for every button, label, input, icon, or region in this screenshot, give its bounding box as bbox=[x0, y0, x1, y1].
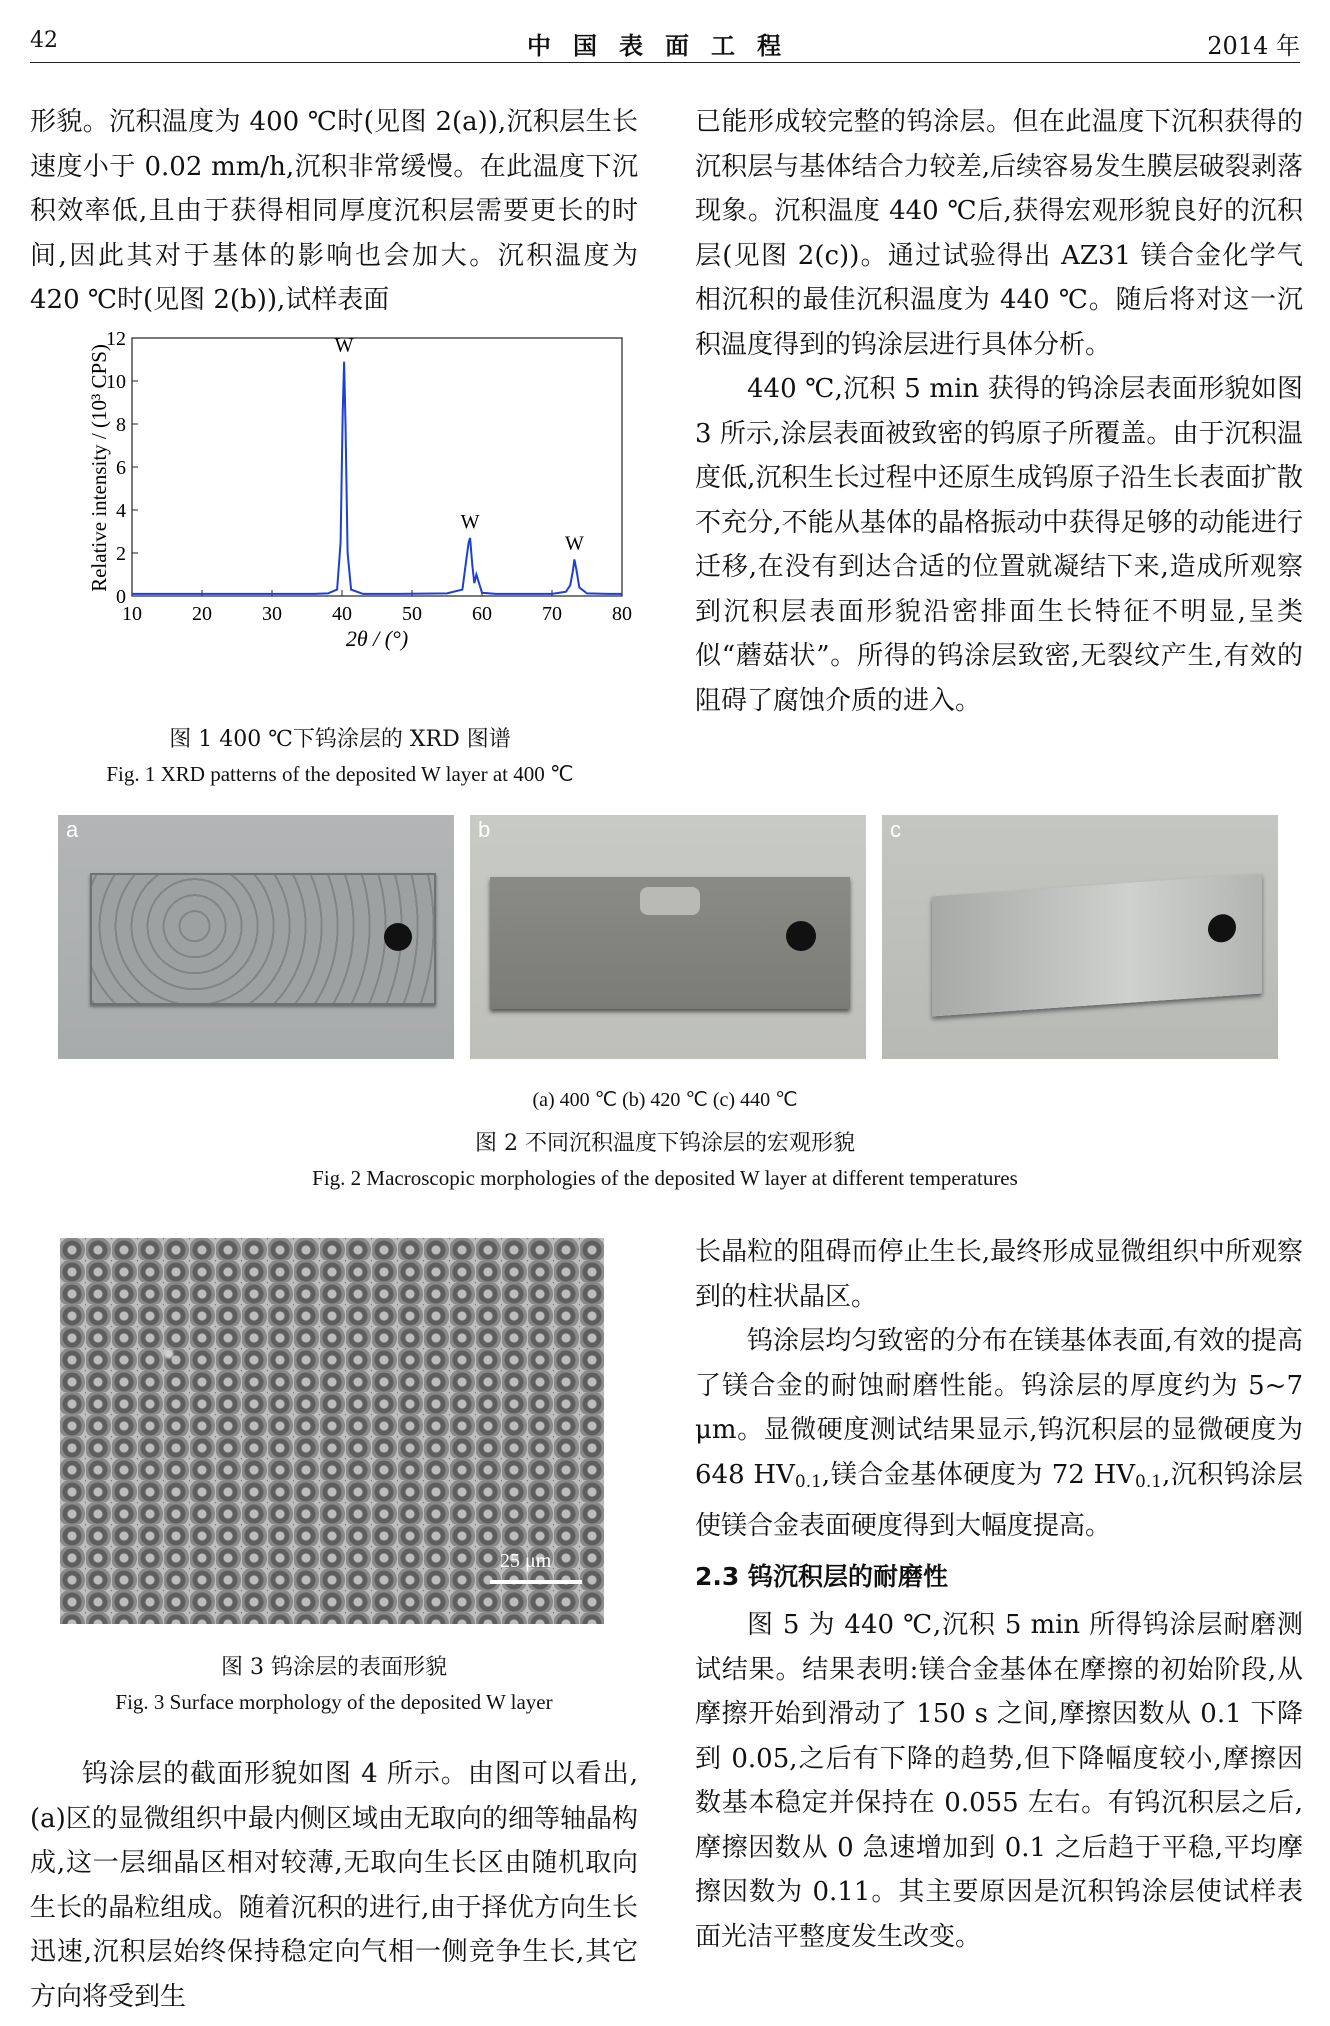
y-tick-label: 10 bbox=[106, 371, 126, 393]
specimen-hole bbox=[1208, 913, 1236, 943]
y-axis-label: Relative intensity / (10³ CPS) bbox=[87, 344, 111, 592]
specimen-a bbox=[90, 873, 436, 1005]
page-number: 42 bbox=[30, 28, 58, 53]
y-tick-label: 6 bbox=[116, 457, 126, 479]
fig2-caption-en: Fig. 2 Macroscopic morphologies of the deposited W layer at different temperatures bbox=[312, 1166, 1018, 1190]
spall-patch bbox=[640, 887, 700, 915]
xrd-series-line bbox=[132, 362, 622, 594]
scale-bar-label: 25 μm bbox=[500, 1550, 552, 1572]
fig2-subcaption: (a) 400 ℃ (b) 420 ℃ (c) 440 ℃ bbox=[532, 1089, 798, 1111]
paragraph: 440 ℃,沉积 5 min 获得的钨涂层表面形貌如图 3 所示,涂层表面被致密的钨原子所覆盖。由于沉积温度低,沉积生长过程中还原生成钨原子沿生长表面扩散不充分,不能从基体的晶格振动中获得足够的动能进行迁移,在没有到达合适的位置就凝结下来,造成所观察到沉积层表面形貌沿密排面生长特征不明显,呈类似“蘑菇状”。所得的钨涂层致密,无裂纹产生,有效的阻碍了腐蚀介质的进入。 bbox=[695, 374, 1303, 716]
fig2-photo-a bbox=[58, 815, 454, 1059]
y-tick-label: 0 bbox=[116, 586, 126, 608]
paragraph: 钨涂层的截面形貌如图 4 所示。由图可以看出,(a)区的显微组织中最内侧区域由无取向的细等轴晶构成,这一层细晶区相对较薄,无取向生长区由随机取向生长的晶粒组成。随着沉积的进行,由于择优方向生长迅速,沉积层始终保持稳定向气相一侧竞争生长,其它方向将受到生 bbox=[30, 1759, 638, 2012]
xrd-chart-svg bbox=[30, 320, 650, 660]
journal-title: 中国表面工程 bbox=[527, 31, 803, 60]
x-tick-label: 70 bbox=[542, 603, 562, 625]
x-tick-label: 30 bbox=[262, 603, 282, 625]
paragraph: 形貌。沉积温度为 400 ℃时(见图 2(a)),沉积层生长速度小于 0.02 mm/h,沉积非常缓慢。在此温度下沉积效率低,且由于获得相同厚度沉积层需要更长的时间,因此其对于基体的影响也会加大。沉积温度为 420 ℃时(见图 2(b)),试样表面 bbox=[30, 107, 638, 315]
plot-frame bbox=[132, 338, 622, 596]
panel-label-a: a bbox=[66, 817, 79, 842]
paragraph: 图 5 为 440 ℃,沉积 5 min 所得钨涂层耐磨测试结果。结果表明:镁合金基体在摩擦的初始阶段,从摩擦开始到滑动了 150 s 之间,摩擦因数从 0.1 下降到 0.05,之后有下降的趋势,但下降幅度较小,摩擦因数基本稳定并保持在 0.055 左右。有钨沉积层之后,摩擦因数从 0 急速增加到 0.1 之后趋于平稳,平均摩擦因数为 0.11。其主要原因是沉积钨涂层使试样表面光洁平整度发生改变。 bbox=[695, 1610, 1303, 1952]
peak-labels bbox=[335, 335, 584, 555]
panel-label-b: b bbox=[478, 817, 491, 842]
peak-label: W bbox=[334, 334, 354, 357]
paragraph: 钨涂层均匀致密的分布在镁基体表面,有效的提高了镁合金的耐蚀耐磨性能。钨涂层的厚度约为 5~7 μm。显微硬度测试结果显示,钨沉积层的显微硬度为 648 $HV_{0.1}$,镁合金基体硬度为 72 $HV_{0.1}$,沉积钨涂层使镁合金表面硬度得到大幅度提高。 bbox=[695, 1326, 1303, 1541]
right-column-text-top bbox=[695, 100, 1303, 723]
specimen-hole bbox=[384, 923, 412, 951]
left-column-text-bottom bbox=[30, 1752, 638, 2019]
specimen-hole bbox=[786, 921, 816, 951]
y-tick-label: 8 bbox=[116, 414, 126, 436]
journal-year: 2014 年 bbox=[1207, 32, 1300, 60]
paragraph: 长晶粒的阻碍而停止生长,最终形成显微组织中所观察到的柱状晶区。 bbox=[695, 1237, 1303, 1312]
x-tick-label: 50 bbox=[402, 603, 422, 625]
fig3-caption-en: Fig. 3 Surface morphology of the deposited W layer bbox=[115, 1690, 553, 1714]
scale-bar bbox=[490, 1580, 582, 1584]
y-tick-label: 2 bbox=[116, 543, 126, 565]
panel-label-c: c bbox=[890, 817, 901, 842]
left-column-text-top bbox=[30, 100, 638, 323]
x-tick-label: 20 bbox=[192, 603, 212, 625]
peak-label: W bbox=[564, 532, 584, 555]
fig1-caption-cn: 图 1 400 ℃下钨涂层的 XRD 图谱 bbox=[169, 727, 511, 752]
x-ticks bbox=[122, 590, 632, 625]
section-heading: 2.3 钨沉积层的耐磨性 bbox=[695, 1561, 948, 1591]
fig2-photo-c bbox=[882, 815, 1278, 1059]
right-column-text-bottom bbox=[695, 1230, 1303, 1959]
x-tick-label: 40 bbox=[332, 603, 352, 625]
fig3-sem-image bbox=[60, 1238, 604, 1624]
peak-label: W bbox=[460, 510, 480, 533]
x-tick-label: 80 bbox=[612, 603, 632, 625]
cracked-coating bbox=[92, 875, 434, 1003]
fig1-chart bbox=[30, 320, 650, 660]
fig2-photo-b bbox=[470, 815, 866, 1059]
page-header bbox=[30, 22, 1300, 63]
fig1-caption-en: Fig. 1 XRD patterns of the deposited W layer at 400 ℃ bbox=[106, 762, 574, 786]
x-axis-label: 2θ / (°) bbox=[345, 626, 409, 651]
fig3-caption-cn: 图 3 钨涂层的表面形貌 bbox=[221, 1655, 447, 1680]
specimen-b bbox=[490, 877, 850, 1009]
fig2-caption-cn: 图 2 不同沉积温度下钨涂层的宏观形貌 bbox=[475, 1131, 855, 1156]
y-tick-label: 12 bbox=[106, 328, 126, 350]
y-tick-label: 4 bbox=[116, 500, 126, 522]
x-tick-label: 60 bbox=[472, 603, 492, 625]
x-tick-label: 10 bbox=[122, 603, 142, 625]
specimen-c bbox=[932, 873, 1262, 1016]
paragraph: 已能形成较完整的钨涂层。但在此温度下沉积获得的沉积层与基体结合力较差,后续容易发生膜层破裂剥落现象。沉积温度 440 ℃后,获得宏观形貌良好的沉积层(见图 2(c))。通过试验得出 AZ31 镁合金化学气相沉积的最佳沉积温度为 440 ℃。随后将对这一沉积温度得到的钨涂层进行具体分析。 bbox=[695, 107, 1303, 360]
